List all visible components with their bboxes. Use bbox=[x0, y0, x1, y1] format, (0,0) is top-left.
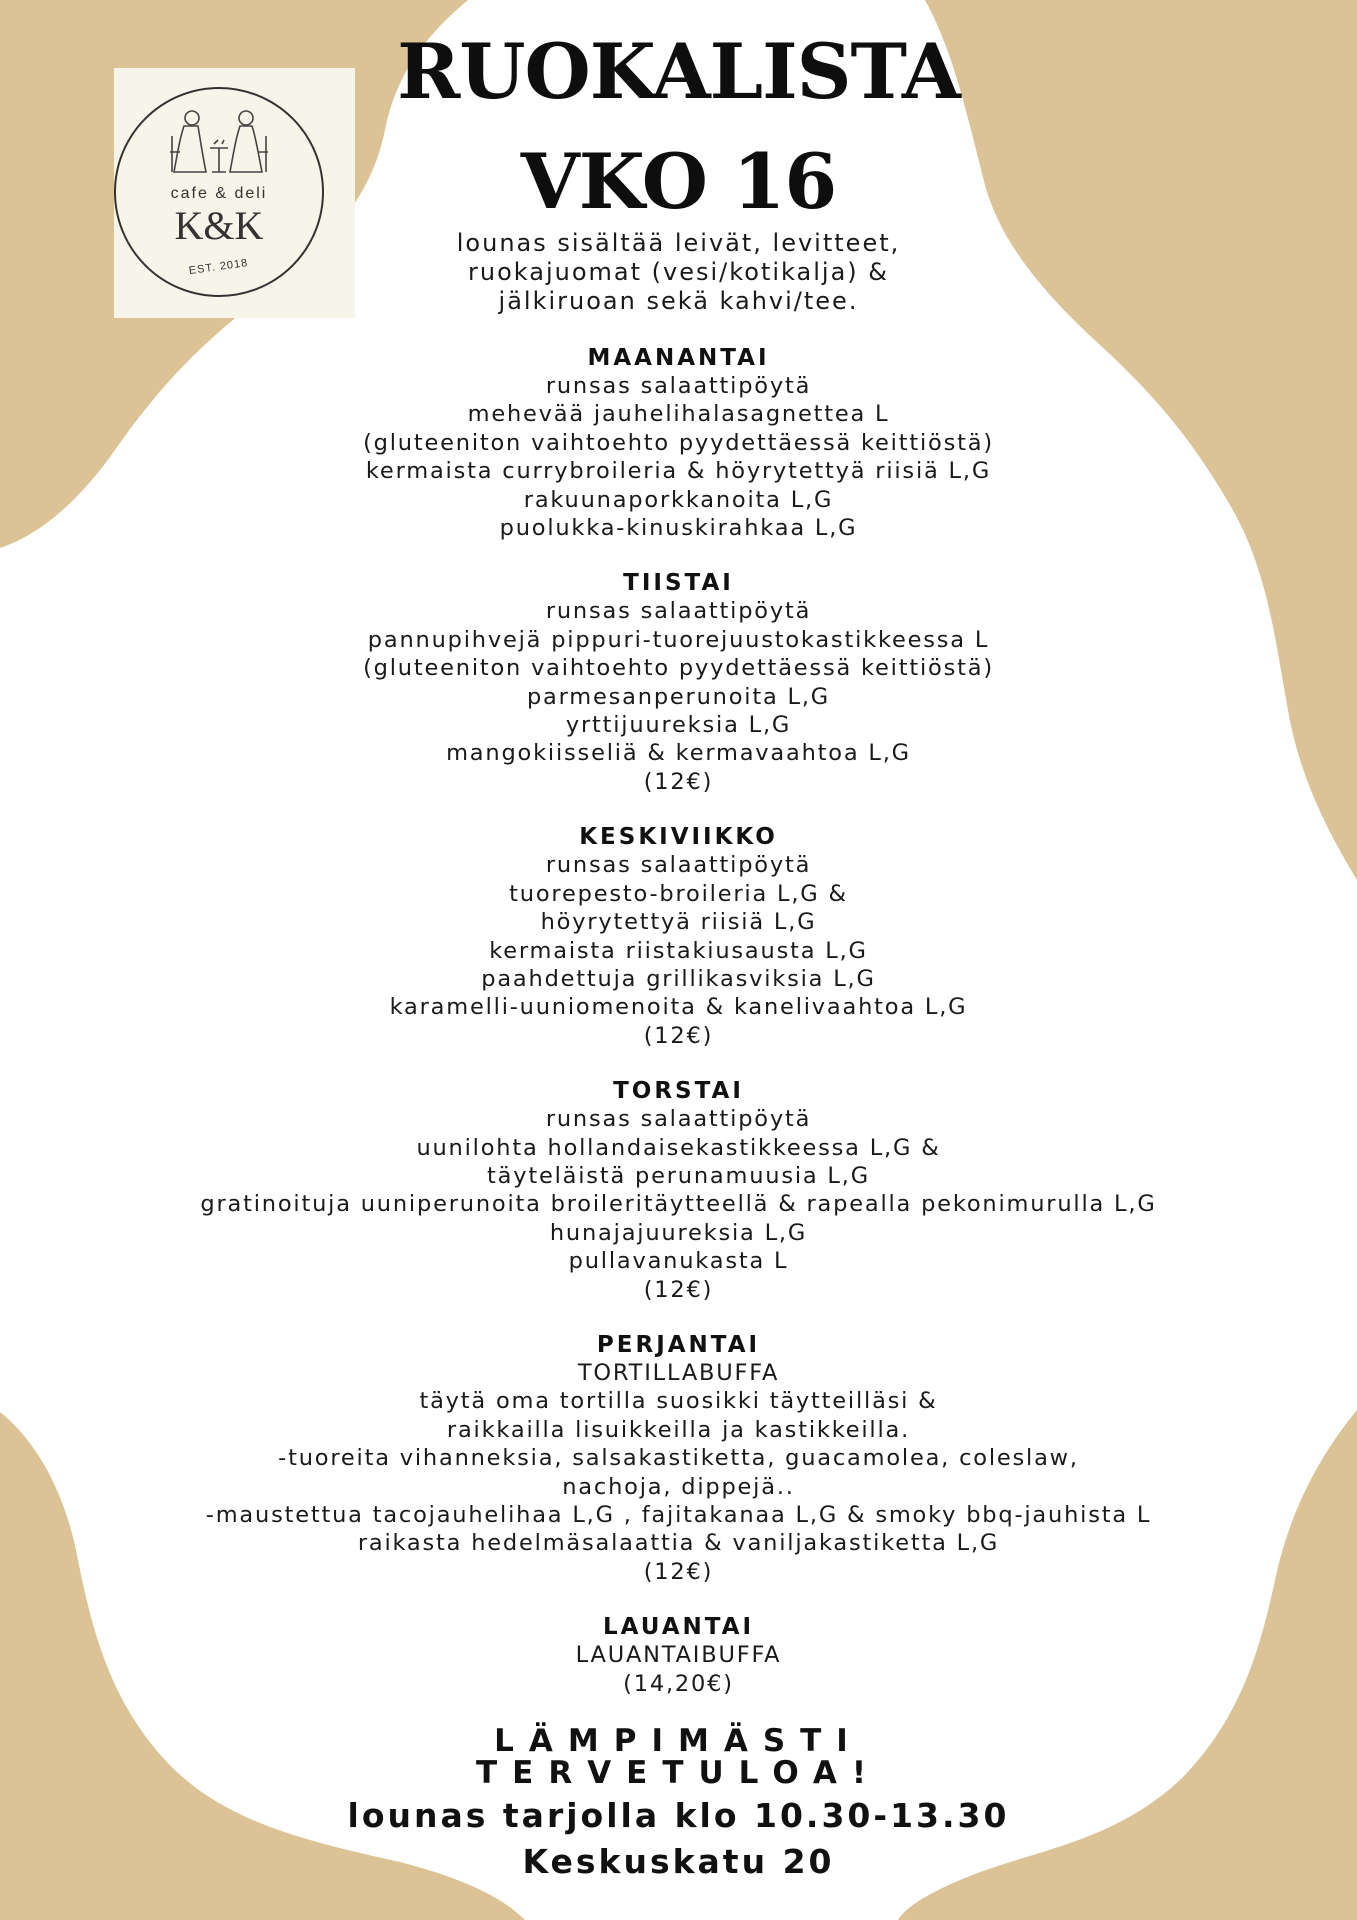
day-heading: MAANANTAI bbox=[587, 345, 770, 371]
menu-item: runsas salaattipöytä bbox=[545, 1106, 812, 1133]
address: Keskuskatu 20 bbox=[522, 1842, 835, 1881]
menu-item: hunajajuureksia L,G bbox=[549, 1219, 808, 1246]
menu-item: höyrytettyä riisiä L,G bbox=[540, 909, 817, 936]
menu-item: -tuoreita vihanneksia, salsakastiketta, guacamolea, coleslaw, bbox=[278, 1445, 1079, 1472]
menu-item: paahdettuja grillikasviksia L,G bbox=[481, 965, 876, 992]
day-heading: PERJANTAI bbox=[596, 1331, 761, 1358]
day-thursday bbox=[0, 1077, 1357, 1304]
day-monday bbox=[0, 344, 1357, 542]
menu-item: täyteläistä perunamuusia L,G bbox=[487, 1162, 870, 1189]
page-title-line-2: VKO 16 bbox=[520, 137, 837, 226]
menu-item: gratinoituja uuniperunoita broileritäytteellä & rapealla pekonimurulla L,G bbox=[200, 1191, 1157, 1218]
menu-item: LAUANTAIBUFFA bbox=[575, 1642, 782, 1669]
day-tuesday bbox=[0, 569, 1357, 796]
day-saturday bbox=[0, 1613, 1357, 1698]
welcome-line-1: LÄMPIMÄSTI bbox=[494, 1723, 863, 1759]
menu-item: runsas salaattipöytä bbox=[545, 598, 812, 625]
menu-item: -maustettua tacojauhelihaa L,G , fajitakanaa L,G & smoky bbq-jauhista L bbox=[205, 1502, 1152, 1528]
menu-item: mehevää jauhelihalasagnettea L bbox=[467, 401, 890, 428]
day-heading: LAUANTAI bbox=[602, 1614, 755, 1641]
welcome-line-2: TERVETULOA! bbox=[476, 1755, 881, 1791]
menu-item: yrttijuureksia L,G bbox=[565, 712, 792, 739]
menu-item: uunilohta hollandaisekastikkeessa L,G & bbox=[416, 1134, 941, 1161]
logo-established: EST. 2018 bbox=[188, 256, 250, 278]
page-title-line-1: RUOKALISTA bbox=[397, 27, 960, 116]
menu-price: (14,20€) bbox=[623, 1670, 734, 1697]
day-heading: TORSTAI bbox=[613, 1078, 744, 1105]
day-friday bbox=[0, 1331, 1357, 1586]
menu-item: raikasta hedelmäsalaattia & vaniljakastiketta L,G bbox=[357, 1530, 1000, 1557]
menu-item: mangokiisseliä & kermavaahtoa L,G bbox=[446, 740, 911, 767]
menu-item: karamelli-uuniomenoita & kanelivaahtoa L,G bbox=[389, 994, 968, 1021]
menu-item: puolukka-kinuskirahkaa L,G bbox=[499, 515, 858, 542]
day-wednesday bbox=[0, 823, 1357, 1050]
intro-line: jälkiruoan sekä kahvi/tee. bbox=[498, 287, 859, 315]
menu-item: runsas salaattipöytä bbox=[545, 852, 812, 879]
intro-line: ruokajuomat (vesi/kotikalja) & bbox=[468, 258, 889, 286]
menu-item: kermaista currybroileria & höyrytettyä riisiä L,G bbox=[365, 458, 992, 485]
menu-item: (gluteeniton vaihtoehto pyydettäessä keittiöstä) bbox=[363, 655, 994, 682]
menu-item: raikkailla lisuikkeilla ja kastikkeilla. bbox=[446, 1416, 911, 1443]
day-heading: TIISTAI bbox=[623, 570, 734, 597]
menu-item: täytä oma tortilla suosikki täytteilläsi & bbox=[419, 1388, 938, 1415]
menu-item: parmesanperunoita L,G bbox=[526, 683, 831, 710]
menu-item: kermaista riistakiusausta L,G bbox=[489, 937, 868, 964]
menu-item: pannupihvejä pippuri-tuorejuustokastikkeessa L bbox=[367, 626, 990, 653]
intro-line: lounas sisältää leivät, levitteet, bbox=[456, 229, 901, 257]
menu-item: (gluteeniton vaihtoehto pyydettäessä keittiöstä) bbox=[363, 429, 994, 456]
menu-price: (12€) bbox=[643, 1022, 714, 1049]
menu-price: (12€) bbox=[643, 1276, 714, 1303]
logo-brand: K&K bbox=[174, 203, 264, 248]
menu-item: TORTILLABUFFA bbox=[577, 1359, 780, 1386]
menu-item: tuorepesto-broileria L,G & bbox=[509, 880, 848, 907]
menu-item: runsas salaattipöytä bbox=[545, 373, 812, 399]
intro-text bbox=[0, 229, 1357, 316]
lunch-hours: lounas tarjolla klo 10.30-13.30 bbox=[347, 1796, 1010, 1835]
logo-tagline: cafe & deli bbox=[170, 185, 268, 202]
menu-price: (12€) bbox=[643, 1558, 714, 1585]
weekly-menu bbox=[0, 344, 1357, 1725]
menu-price: (12€) bbox=[643, 768, 714, 795]
menu-item: pullavanukasta L bbox=[568, 1248, 789, 1275]
menu-item: nachoja, dippejä.. bbox=[562, 1473, 795, 1500]
day-heading: KESKIVIIKKO bbox=[579, 824, 778, 851]
menu-item: rakuunaporkkanoita L,G bbox=[523, 486, 834, 513]
